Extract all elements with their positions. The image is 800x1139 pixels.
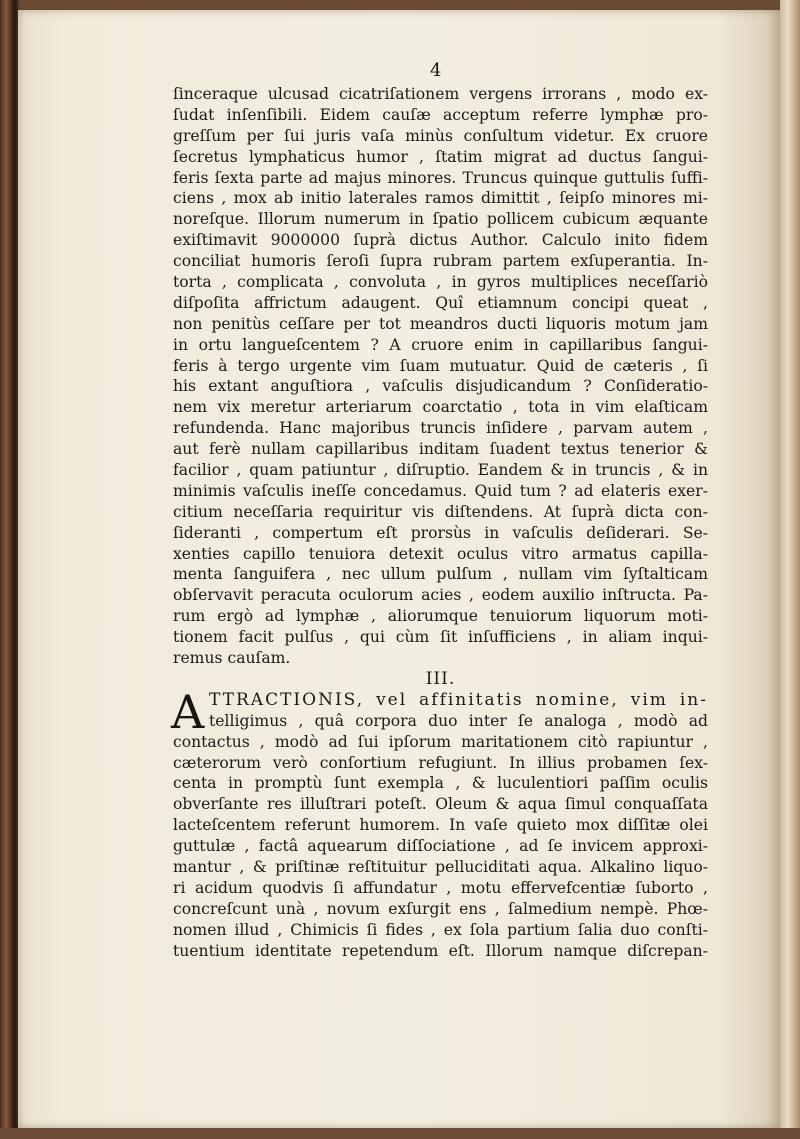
text-line: refundenda. Hanc majoribus truncis inſidere , parvam autem , — [173, 419, 708, 438]
text-line: diſpoſita affrictum adaugent. Quî etiamnum concipi queat , — [173, 293, 708, 312]
page-number: 4 — [430, 60, 442, 81]
text-line: cæterorum verò conſortium refugiunt. In illius probamen ſex- — [173, 753, 708, 772]
text-line: ciens , mox ab initio laterales ramos dimittit , ſeipſo minores mi- — [173, 189, 708, 208]
text-line: greſſum per ſui juris vaſa minùs conſultum videtur. Ex cruore — [173, 126, 708, 145]
text-line: nem vix meretur arteriarum coarctatio , tota in vim elaſticam — [173, 398, 708, 417]
text-line: mantur , & priſtinæ reſtituitur pelluciditati aqua. Alkalino liquo- — [173, 857, 708, 876]
text-line: contactus , modò ad ſui ipſorum maritationem citò rapiuntur , — [173, 732, 708, 751]
text-line: ſecretus lymphaticus humor , ſtatim migrat ad ductus ſangui- — [173, 147, 708, 166]
paragraph-2 — [171, 684, 708, 962]
section-heading: III. — [425, 668, 456, 689]
text-line: rum ergò ad lymphæ , aliorumque tenuiorum liquorum moti- — [173, 607, 708, 626]
text-line: obſervavit peracuta oculorum acies , eodem auxilio inſtructa. Pa- — [173, 586, 708, 605]
text-line: ſideranti , compertum eſt prorsùs in vaſculis deſiderari. Se- — [173, 523, 708, 542]
text-line: non penitùs ceſſare per tot meandros ducti liquoris motum jam — [173, 314, 708, 333]
text-line: feris à tergo urgente vim ſuam mutuatur. Quid de cæteris , ſi — [173, 356, 708, 375]
drop-cap: A — [171, 684, 205, 739]
text-line: ſinceraque ulcusad cicatriſationem vergens irrorans , modo ex- — [173, 85, 708, 103]
text-line: minimis vaſculis ineſſe concedamus. Quid tum ? ad elateris exer- — [173, 481, 708, 500]
text-line: obverſante res illuſtrari poteſt. Oleum & aqua ſimul conquaſſata — [173, 795, 708, 814]
paragraph-2-body — [173, 711, 708, 962]
text-line: lacteſcentem referunt humorem. In vaſe quieto mox diſſitæ olei — [173, 816, 708, 835]
body-text — [173, 84, 708, 961]
text-line: menta ſanguifera , nec ullum pulſum , nullam vim ſyſtalticam — [173, 565, 708, 584]
text-line: guttulæ , factâ aquearum diſſociatione , ad ſe invicem approxi- — [173, 837, 708, 856]
text-line: feris ſexta parte ad majus minores. Truncus quinque guttulis ſuffi- — [173, 168, 708, 187]
text-line: conciliat humoris ſeroſi ſupra rubram partem exſuperantia. In- — [173, 252, 708, 271]
text-line: torta , complicata , convoluta , in gyros multiplices neceſſariò — [173, 273, 708, 292]
text-line: aut ferè nullam capillaribus inditam ſuadent textus tenerior & — [173, 440, 708, 459]
text-line: tuentium identitate repetendum eſt. Illorum namque diſcrepan- — [173, 941, 708, 960]
text-line: tionem facit pulſus , qui cùm ſit inſufficiens , in aliam inqui- — [173, 628, 708, 647]
text-line: facilior , quam patiuntur , diſruptio. Eandem & in truncis , & in — [173, 461, 708, 480]
paragraph-1 — [173, 84, 708, 669]
text-line: xenties capillo tenuiora detexit oculus vitro armatus capilla- — [173, 544, 708, 563]
page-edge — [780, 0, 800, 1139]
paragraph-2-first-line: TTRACTIONIS, vel affinitatis nomine, vim in- — [209, 689, 708, 710]
bottom-band — [0, 1128, 800, 1139]
text-line: ſudat inſenſibili. Eidem cauſæ acceptum referre lymphæ pro- — [173, 105, 708, 124]
text-line: exiſtimavit 9000000 ſuprà dictus Author. Calculo inito fidem — [173, 231, 708, 250]
text-line: concreſcunt unà , novum exſurgit ens , ſalmedium nempè. Phœ- — [173, 899, 708, 918]
text-line: his extant anguſtiora , vaſculis disjudicandum ? Conſideratio- — [173, 377, 708, 396]
text-line: nomen illud , Chimicis ſi fides , ex ſola partium ſalia duo conſti- — [173, 920, 708, 939]
text-line: telligimus , quâ corpora duo inter ſe analoga , modò ad — [209, 711, 708, 730]
text-line: citium neceſſaria requiritur vis diſtendens. At ſuprà dicta con- — [173, 502, 708, 521]
text-line: remus cauſam. — [173, 649, 291, 668]
text-line: centa in promptù ſunt exempla , & luculentiori paſſim oculis — [173, 774, 708, 793]
text-line: in ortu langueſcentem ? A cruore enim in capillaribus ſangui- — [173, 335, 708, 354]
text-line: noreſque. Illorum numerum in ſpatio pollicem cubicum æquante — [173, 210, 708, 229]
text-line: ri acidum quodvis ſi affundatur , motu effervefcentiæ ſuborto , — [173, 878, 708, 897]
